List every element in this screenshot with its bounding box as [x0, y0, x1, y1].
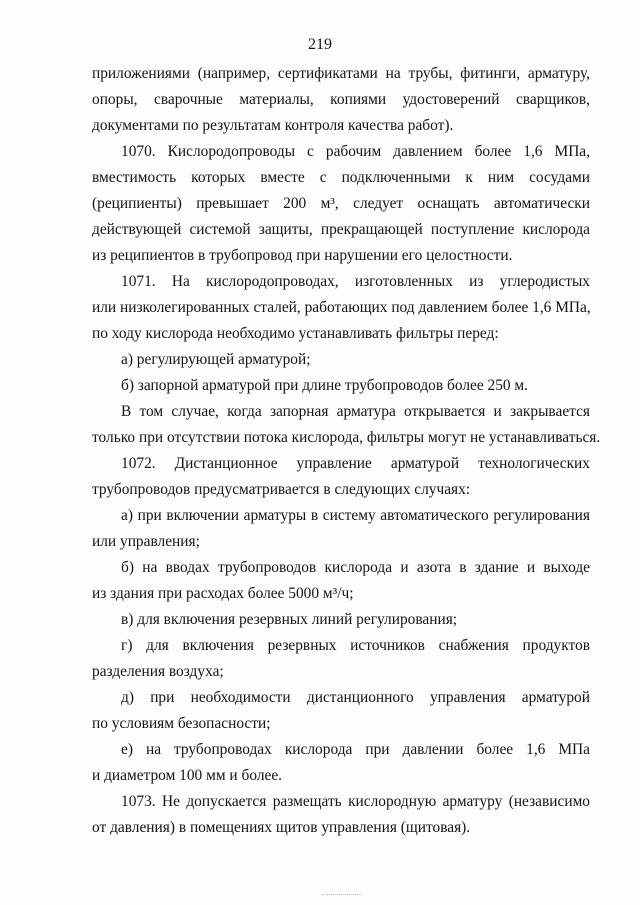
text-line: г) для включения резервных источников снабжения продуктов: [121, 637, 590, 654]
text-line: в) для включения резервных линий регулирования;: [121, 611, 458, 628]
text-line: а) регулирующей арматурой;: [121, 351, 311, 368]
text-line: б) запорной арматурой при длине трубопроводов более 250 м.: [121, 377, 529, 394]
text-line: вместимость которых вместе с подключенными к ним сосудами: [92, 169, 590, 186]
text-line: опоры, сварочные материалы, копиями удостоверений сварщиков,: [92, 91, 590, 108]
text-line: или управления;: [92, 533, 200, 550]
text-line: д) при необходимости дистанционного управления арматурой: [121, 689, 590, 706]
text-line: В том случае, когда запорная арматура открывается и закрывается: [121, 403, 590, 420]
text-line: по условиям безопасности;: [92, 715, 271, 732]
text-line: приложениями (например, сертификатами на трубы, фитинги, арматуру,: [92, 65, 590, 82]
text-line: по ходу кислорода необходимо устанавливать фильтры перед:: [92, 325, 499, 342]
text-line: 1073. Не допускается размещать кислородную арматуру (независимо: [121, 793, 590, 810]
text-line: а) при включении арматуры в систему автоматического регулирования: [121, 507, 590, 524]
text-line: е) на трубопроводах кислорода при давлении более 1,6 МПа: [121, 741, 590, 758]
text-line: и диаметром 100 мм и более.: [92, 767, 283, 784]
text-line: 1071. На кислородопроводах, изготовленных из углеродистых: [121, 273, 590, 290]
text-line: разделения воздуха;: [92, 663, 224, 680]
text-line: б) на вводах трубопроводов кислорода и азота в здание и выходе: [121, 559, 590, 576]
text-line: трубопроводов предусматривается в следующих случаях:: [92, 481, 471, 498]
text-line: или низколегированных сталей, работающих под давлением более 1,6 МПа,: [92, 299, 591, 316]
scan-artifact: [322, 894, 362, 898]
text-line: от давления) в помещениях щитов управления (щитовая).: [92, 819, 471, 836]
text-line: 1070. Кислородопроводы с рабочим давлением более 1,6 МПа,: [121, 143, 590, 160]
text-line: из здания при расходах более 5000 м³/ч;: [92, 585, 354, 602]
text-line: 1072. Дистанционное управление арматурой технологических: [121, 455, 590, 472]
document-body: [92, 61, 601, 841]
text-line: (реципиенты) превышает 200 м³, следует оснащать автоматически: [92, 195, 590, 212]
page-number: 219: [308, 36, 332, 53]
text-line: только при отсутствии потока кислорода, фильтры могут не устанавливаться.: [92, 429, 601, 446]
text-line: действующей системой защиты, прекращающей поступление кислорода: [92, 221, 590, 238]
text-line: из реципиентов в трубопровод при нарушении его целостности.: [92, 247, 513, 264]
text-line: документами по результатам контроля качества работ).: [92, 117, 454, 134]
